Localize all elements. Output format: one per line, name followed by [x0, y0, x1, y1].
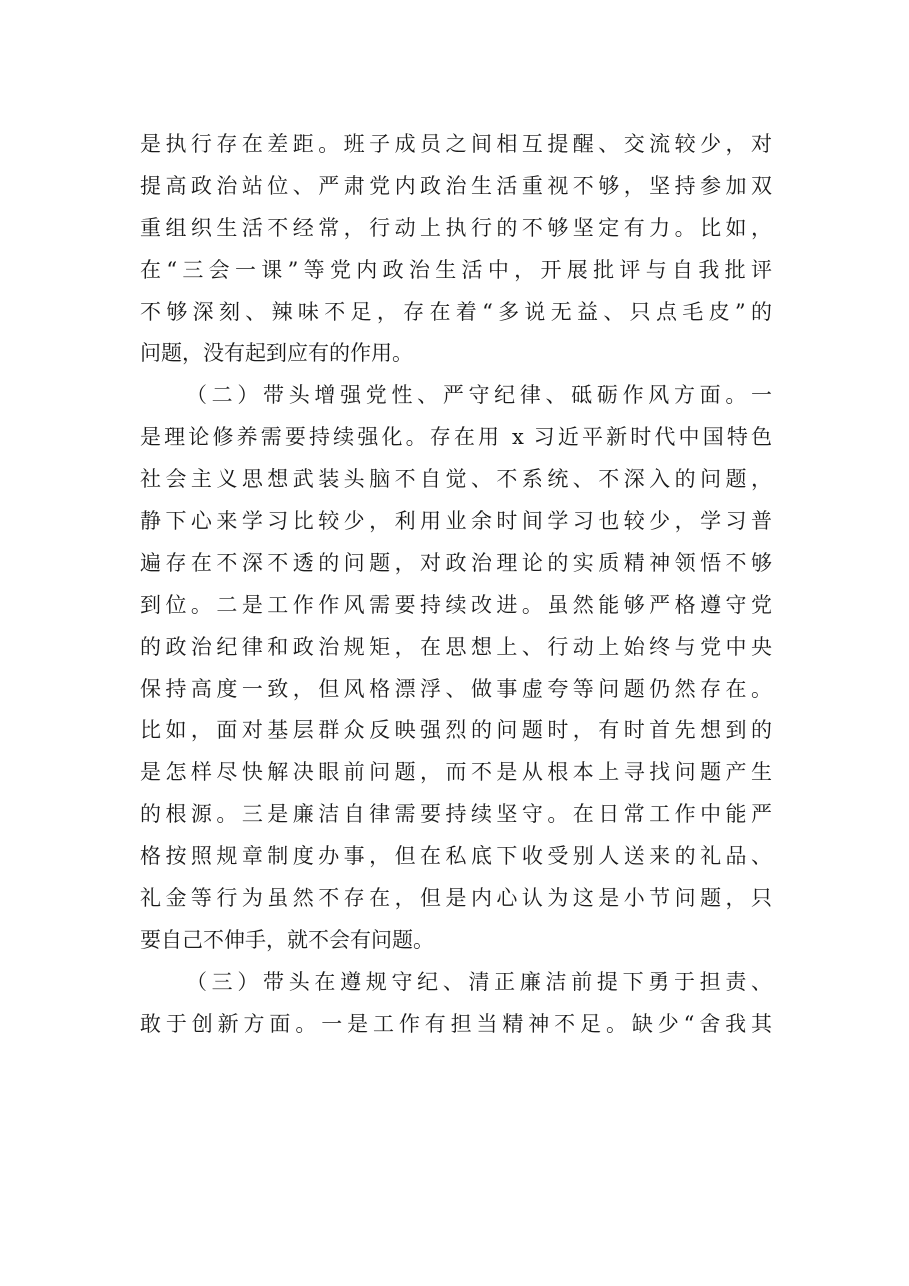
document-body	[140, 124, 772, 1046]
text-line: 静下心来学习比较少，利用业余时间学习也较少，学习普	[140, 509, 772, 534]
text-line: 提高政治站位、严肃党内政治生活重视不够，坚持参加双	[140, 173, 772, 198]
text-line: 不够深刻、辣味不足，存在着“多说无益、只点毛皮”的	[140, 299, 772, 324]
text-line: 要自己不伸手，就不会有问题。	[140, 927, 434, 952]
text-line: 是怎样尽快解决眼前问题，而不是从根本上寻找问题产生	[140, 760, 772, 785]
text-line: 在“三会一课”等党内政治生活中，开展批评与自我批评	[140, 257, 772, 282]
text-line: 重组织生活不经常，行动上执行的不够坚定有力。比如，	[140, 215, 772, 240]
text-line: 遍存在不深不透的问题，对政治理论的实质精神领悟不够	[140, 550, 772, 575]
text-line: 保持高度一致，但风格漂浮、做事虚夸等问题仍然存在。	[140, 676, 772, 701]
text-line: 的政治纪律和政治规矩，在思想上、行动上始终与党中央	[140, 634, 772, 659]
text-line: 格按照规章制度办事，但在私底下收受别人送来的礼品、	[140, 844, 772, 869]
text-line: 问题，没有起到应有的作用。	[140, 341, 413, 366]
text-line: 的根源。三是廉洁自律需要持续坚守。在日常工作中能严	[140, 802, 772, 827]
text-line: 礼金等行为虽然不存在，但是内心认为这是小节问题，只	[140, 886, 772, 911]
text-line: 社会主义思想武装头脑不自觉、不系统、不深入的问题，	[140, 467, 772, 492]
text-line: 是执行存在差距。班子成员之间相互提醒、交流较少，对	[140, 132, 772, 156]
text-line: 到位。二是工作作风需要持续改进。虽然能够严格遵守党	[140, 592, 772, 617]
text-line: 是理论修养需要持续强化。存在用 x 习近平新时代中国特色	[140, 425, 772, 450]
section-heading-line: （三）带头在遵规守纪、清正廉洁前提下勇于担责、	[186, 969, 772, 994]
section-heading-line: （二）带头增强党性、严守纪律、砥砺作风方面。一	[186, 383, 772, 408]
text-line: 比如，面对基层群众反映强烈的问题时，有时首先想到的	[140, 718, 772, 743]
text-line: 敢于创新方面。一是工作有担当精神不足。缺少“舍我其	[140, 1011, 772, 1036]
